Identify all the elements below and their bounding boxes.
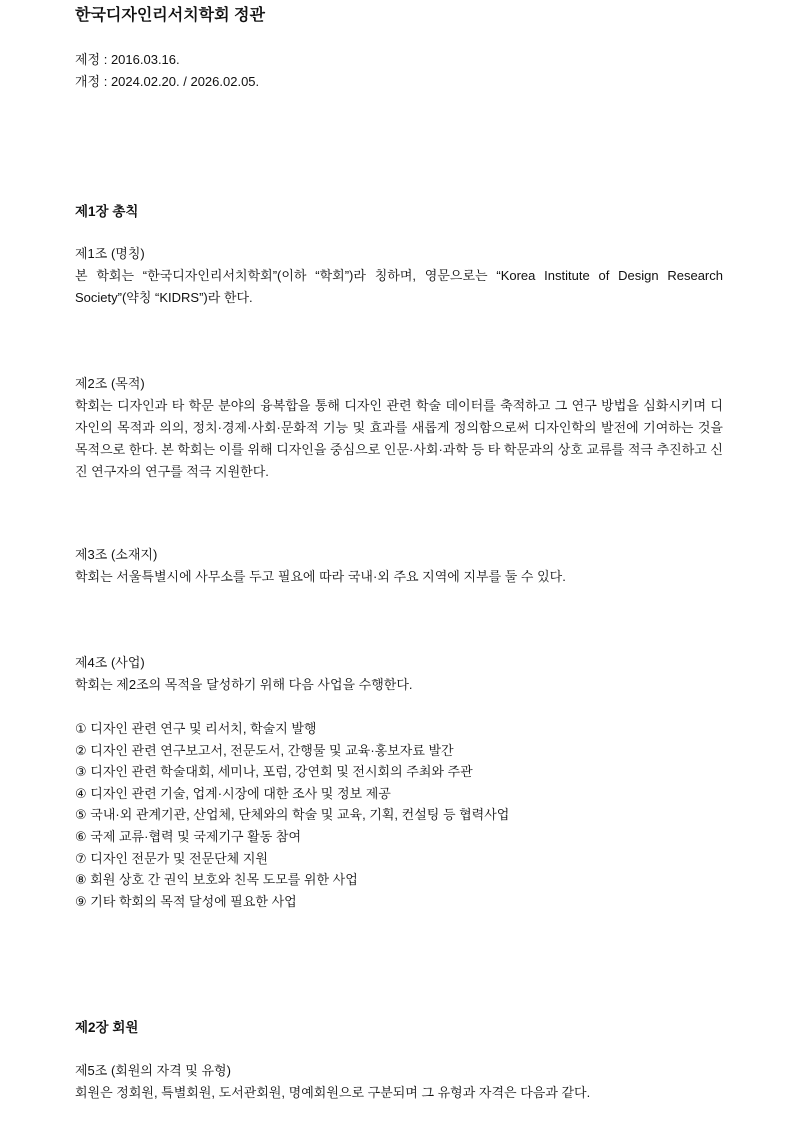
article-4 <box>75 652 723 912</box>
list-item: ⑤ 국내·외 관계기관, 산업체, 단체와의 학술 및 교육, 기획, 컨설팅 등 협력사업 <box>75 807 510 823</box>
chapter-1-heading: 제1장 총칙 <box>75 204 139 219</box>
article-body: 학회는 서울특별시에 사무소를 두고 필요에 따라 국내·외 주요 지역에 지부를 둘 수 있다. <box>75 569 566 584</box>
list-item: ② 디자인 관련 연구보고서, 전문도서, 간행물 및 교육·홍보자료 발간 <box>75 742 454 758</box>
article-heading: 제4조 (사업) <box>75 655 145 670</box>
article-heading: 제2조 (목적) <box>75 376 145 391</box>
article-heading: 제5조 (회원의 자격 및 유형) <box>75 1063 231 1078</box>
article-heading: 제1조 (명칭) <box>75 246 145 261</box>
chapter-2-heading: 제2장 회원 <box>75 1020 139 1035</box>
list-item: ⑧ 회원 상호 간 권익 보호와 친목 도모를 위한 사업 <box>75 872 358 888</box>
business-list <box>75 718 723 912</box>
amended-dates: 개정 : 2024.02.20. / 2026.02.05. <box>75 74 260 89</box>
revision-info <box>75 49 723 93</box>
document-title: 한국디자인리서치학회 정관 <box>75 7 265 24</box>
article-3 <box>75 544 723 588</box>
list-item: ③ 디자인 관련 학술대회, 세미나, 포럼, 강연회 및 전시회의 주최와 주관 <box>75 764 473 780</box>
article-5 <box>75 1060 723 1104</box>
article-body: 학회는 제2조의 목적을 달성하기 위해 다음 사업을 수행한다. <box>75 677 413 692</box>
list-item: ⑨ 기타 학회의 목적 달성에 필요한 사업 <box>75 893 297 909</box>
list-item: ① 디자인 관련 연구 및 리서치, 학술지 발행 <box>75 721 317 736</box>
article-body: 학회는 디자인과 타 학문 분야의 융복합을 통해 디자인 관련 학술 데이터를 축적하고 그 연구 방법을 심화시키며 디자인의 목적과 의의, 정치·경제·사회·문화적 기능 및 효과를 새롭게 정의함으로써 디자인학의 발전에 기여하는 것을 목적으로 한다. 본 학회는 이를 위해 디자인을 중심으로 인문·사회·과학 등 타 학문과의 상호 교류를 적극 추진하고 신진 연구자의 연구를 적극 지원한다. <box>75 398 723 479</box>
article-2 <box>75 373 723 483</box>
article-heading: 제3조 (소재지) <box>75 547 158 562</box>
list-item: ④ 디자인 관련 기술, 업계·시장에 대한 조사 및 정보 제공 <box>75 785 391 801</box>
list-item: ⑦ 디자인 전문가 및 전문단체 지원 <box>75 850 268 866</box>
article-body: 회원은 정회원, 특별회원, 도서관회원, 명예회원으로 구분되며 그 유형과 자격은 다음과 같다. <box>75 1085 591 1100</box>
article-body: 본 학회는 “한국디자인리서치학회”(이하 “학회”)라 칭하며, 영문으로는 “Korea Institute of Design Research Society”(약칭 “KIDRS”)라 한다. <box>75 268 723 305</box>
article-1 <box>75 243 723 309</box>
list-item: ⑥ 국제 교류·협력 및 국제기구 활동 참여 <box>75 828 302 844</box>
enacted-date: 제정 : 2016.03.16. <box>75 52 180 67</box>
